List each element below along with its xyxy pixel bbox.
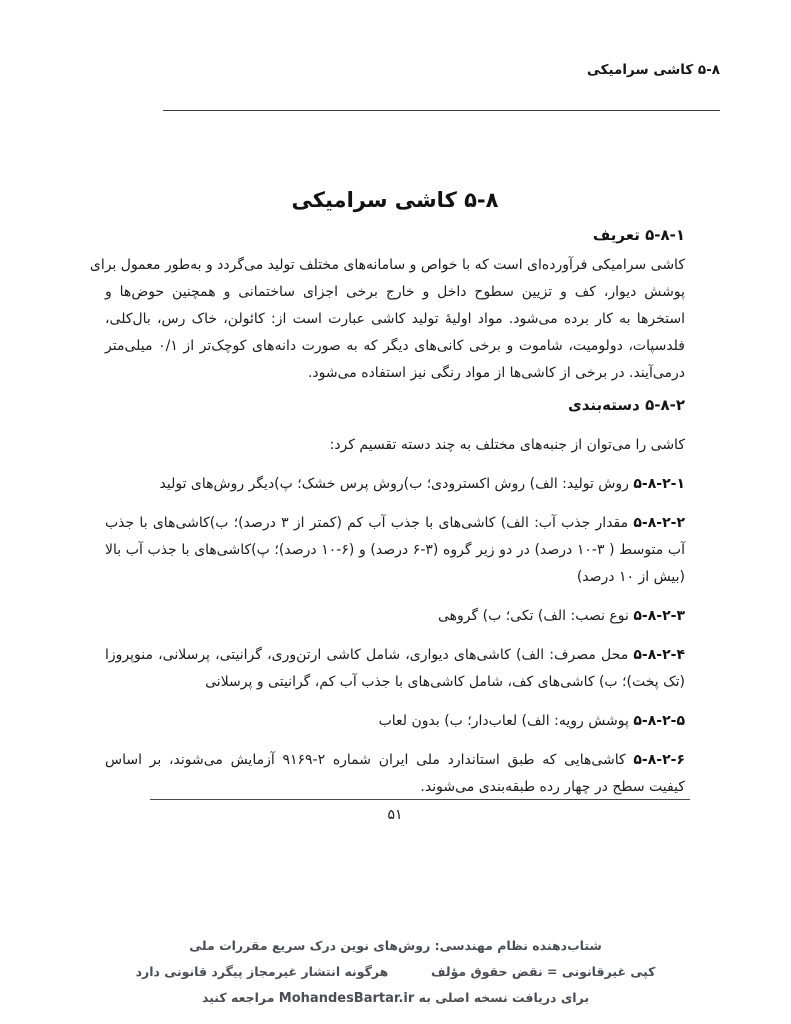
header-rule	[163, 110, 720, 111]
item-number: ۵-۸-۲-۶	[633, 752, 686, 768]
classification-intro: کاشی را می‌توان از جنبه‌های مختلف به چند دسته تقسیم کرد:	[329, 437, 685, 453]
publisher-watermark	[0, 933, 791, 1012]
running-header: ۵-۸ کاشی سرامیکی	[586, 62, 720, 78]
watermark-legal-warning: هرگونه انتشار غیرمجاز پیگرد قانونی دارد	[135, 964, 389, 979]
watermark-copy-warning: کپی غیرقانونی = نقض حقوق مؤلف	[431, 964, 656, 979]
definition-line: پوشش دیوار، کف و تزیین سطوح داخل و خارج برخی اجزای ساختمانی و همچنین حوض‌ها و	[105, 284, 685, 300]
site-name: MohandesBartar.ir	[278, 991, 415, 1006]
item-number: ۵-۸-۲-۱	[633, 476, 685, 492]
page-number: ۵۱	[387, 807, 403, 823]
item-text: مقدار جذب آب: الف) کاشی‌های با جذب آب کم (کمتر از ۳ درصد)؛ ب)کاشی‌های با جذب آب متوسط ( ۳-۱۰ درصد) در دو زیر گروه (۳-۶ درصد) و (۶-۱۰ درصد)؛ پ)کاشی‌های با جذب آب بالا (بیش از ۱۰ درصد)	[105, 515, 685, 585]
definition-line: درمی‌آیند. در برخی از کاشی‌ها از مواد رنگی نیز استفاده می‌شود.	[307, 365, 685, 381]
item-number: ۵-۸-۲-۵	[633, 713, 685, 729]
item-number: ۵-۸-۲-۴	[633, 647, 685, 663]
item-text: پوشش رویه: الف) لعاب‌دار؛ ب) بدون لعاب	[378, 713, 629, 729]
item-text: کاشی‌هایی که طبق استاندارد ملی ایران شماره ۲-۹۱۶۹ آزمایش می‌شوند، بر اساس کیفیت سطح در چهار رده طبقه‌بندی می‌شوند.	[105, 752, 685, 795]
item-number: ۵-۸-۲-۲	[633, 515, 685, 531]
definition-line: فلدسپات، دولومیت، شاموت و برخی کانی‌های دیگر که به صورت دانه‌های کوچک‌تر از ۰/۱ میلی‌متر	[105, 338, 685, 354]
classification-item	[105, 642, 685, 696]
watermark-line-3	[0, 985, 791, 1012]
definition-line: کاشی سرامیکی فرآورده‌ای است که با خواص و سامانه‌های مختلف تولید می‌گردد و به‌طور معمول برای	[89, 257, 685, 273]
classification-item	[105, 603, 685, 630]
definition-line: استخرها به کار برده می‌شود. مواد اولیهٔ تولید کاشی عبارت است از: کائولن، خاک رس، بال‌کلی،	[105, 311, 685, 327]
item-text: نوع نصب: الف) تکی؛ ب) گروهی	[437, 608, 629, 624]
classification-item	[105, 471, 685, 498]
definition-paragraph	[89, 252, 685, 387]
classification-item	[105, 747, 685, 801]
watermark-site-prefix: برای دریافت نسخه اصلی به	[418, 990, 590, 1005]
item-text: روش تولید: الف) روش اکسترودی؛ ب)روش پرس خشک؛ پ)دیگر روش‌های تولید	[159, 476, 629, 492]
watermark-line-1: شتاب‌دهنده نظام مهندسی: روش‌های نوین درک سریع مقررات ملی	[189, 938, 602, 953]
classification-item	[105, 708, 685, 735]
footer-rule	[150, 799, 690, 800]
watermark-line-2	[0, 959, 791, 985]
watermark-site-suffix: مراجعه کنید	[201, 990, 275, 1005]
page-content	[89, 185, 686, 813]
item-text: محل مصرف: الف) کاشی‌های دیواری، شامل کاشی ارتن‌وری، گرانیتی، پرسلانی، منوپروزا (تک پخت)؛ ب) کاشی‌های کف، شامل کاشی‌های با جذب آب کم، گرانیتی و پرسلانی	[105, 647, 685, 690]
page-title: ۵-۸ کاشی سرامیکی	[291, 188, 499, 212]
section-heading-classification: ۵-۸-۲ دسته‌بندی	[568, 396, 685, 414]
classification-item	[105, 510, 685, 591]
item-number: ۵-۸-۲-۳	[633, 608, 685, 624]
section-heading-definition: ۵-۸-۱ تعریف	[592, 226, 685, 244]
